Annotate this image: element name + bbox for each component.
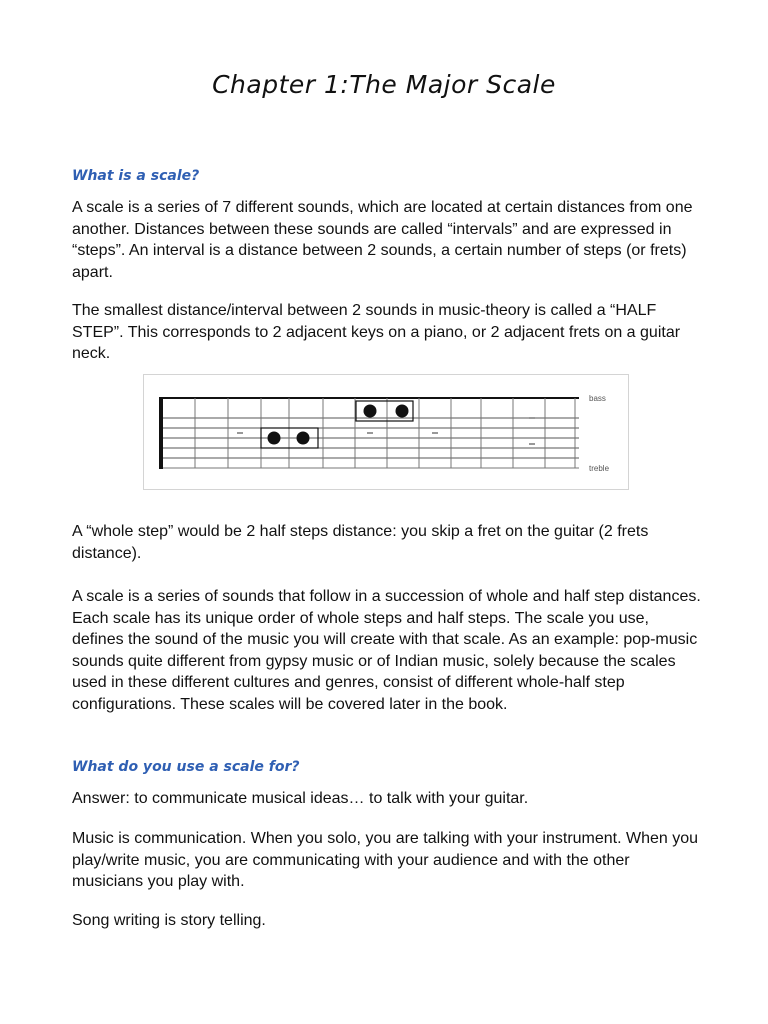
bass-label: bass [589, 394, 606, 403]
inlay-marker [237, 432, 243, 434]
note-dot [396, 405, 409, 418]
section-heading-what-is-a-scale: What is a scale? [72, 168, 200, 184]
page-title: Chapter 1:The Major Scale [212, 70, 556, 99]
note-dot [364, 405, 377, 418]
section-heading-what-do-you-use-a-scale-for: What do you use a scale for? [72, 759, 300, 775]
paragraph: A scale is a series of sounds that follow in a succession of whole and half step distances. Each scale has its unique order of whole steps and half steps. The scale you use, defines the sound of the music you will create with that scale. As an example: pop-music sounds quite different from gypsy music or of Indian music, solely because the scales used in these different cultures and genres, consist of different whole-half step configurations. These scales will be covered later in the book. [72, 588, 701, 713]
inlay-marker [529, 417, 535, 419]
paragraph: Music is communication. When you solo, you are talking with your instrument. When you play/write music, you are communicating with your audience and with the other musicians you play with. [72, 830, 699, 890]
inlay-marker [367, 432, 373, 434]
note-dot [297, 432, 310, 445]
paragraph: Song writing is story telling. [72, 912, 266, 929]
nut [159, 397, 163, 469]
inlay-marker [432, 432, 438, 434]
paragraph: The smallest distance/interval between 2 sounds in music-theory is called a “HALF STEP”. This corresponds to 2 adjacent keys on a piano, or 2 adjacent frets on a guitar neck. [72, 302, 681, 362]
note-dot [268, 432, 281, 445]
treble-label: treble [589, 464, 610, 473]
fretboard-diagram [143, 374, 629, 490]
paragraph: A scale is a series of 7 different sounds, which are located at certain distances from one another. Distances between these sounds are called “intervals” and are expressed in “steps”. An interval is a distance between 2 sounds, a certain number of steps (or frets) apart. [72, 199, 693, 281]
inlay-marker [529, 443, 535, 445]
paragraph: Answer: to communicate musical ideas… to talk with your guitar. [72, 790, 529, 807]
paragraph: A “whole step” would be 2 half steps distance: you skip a fret on the guitar (2 frets distance). [72, 523, 649, 562]
